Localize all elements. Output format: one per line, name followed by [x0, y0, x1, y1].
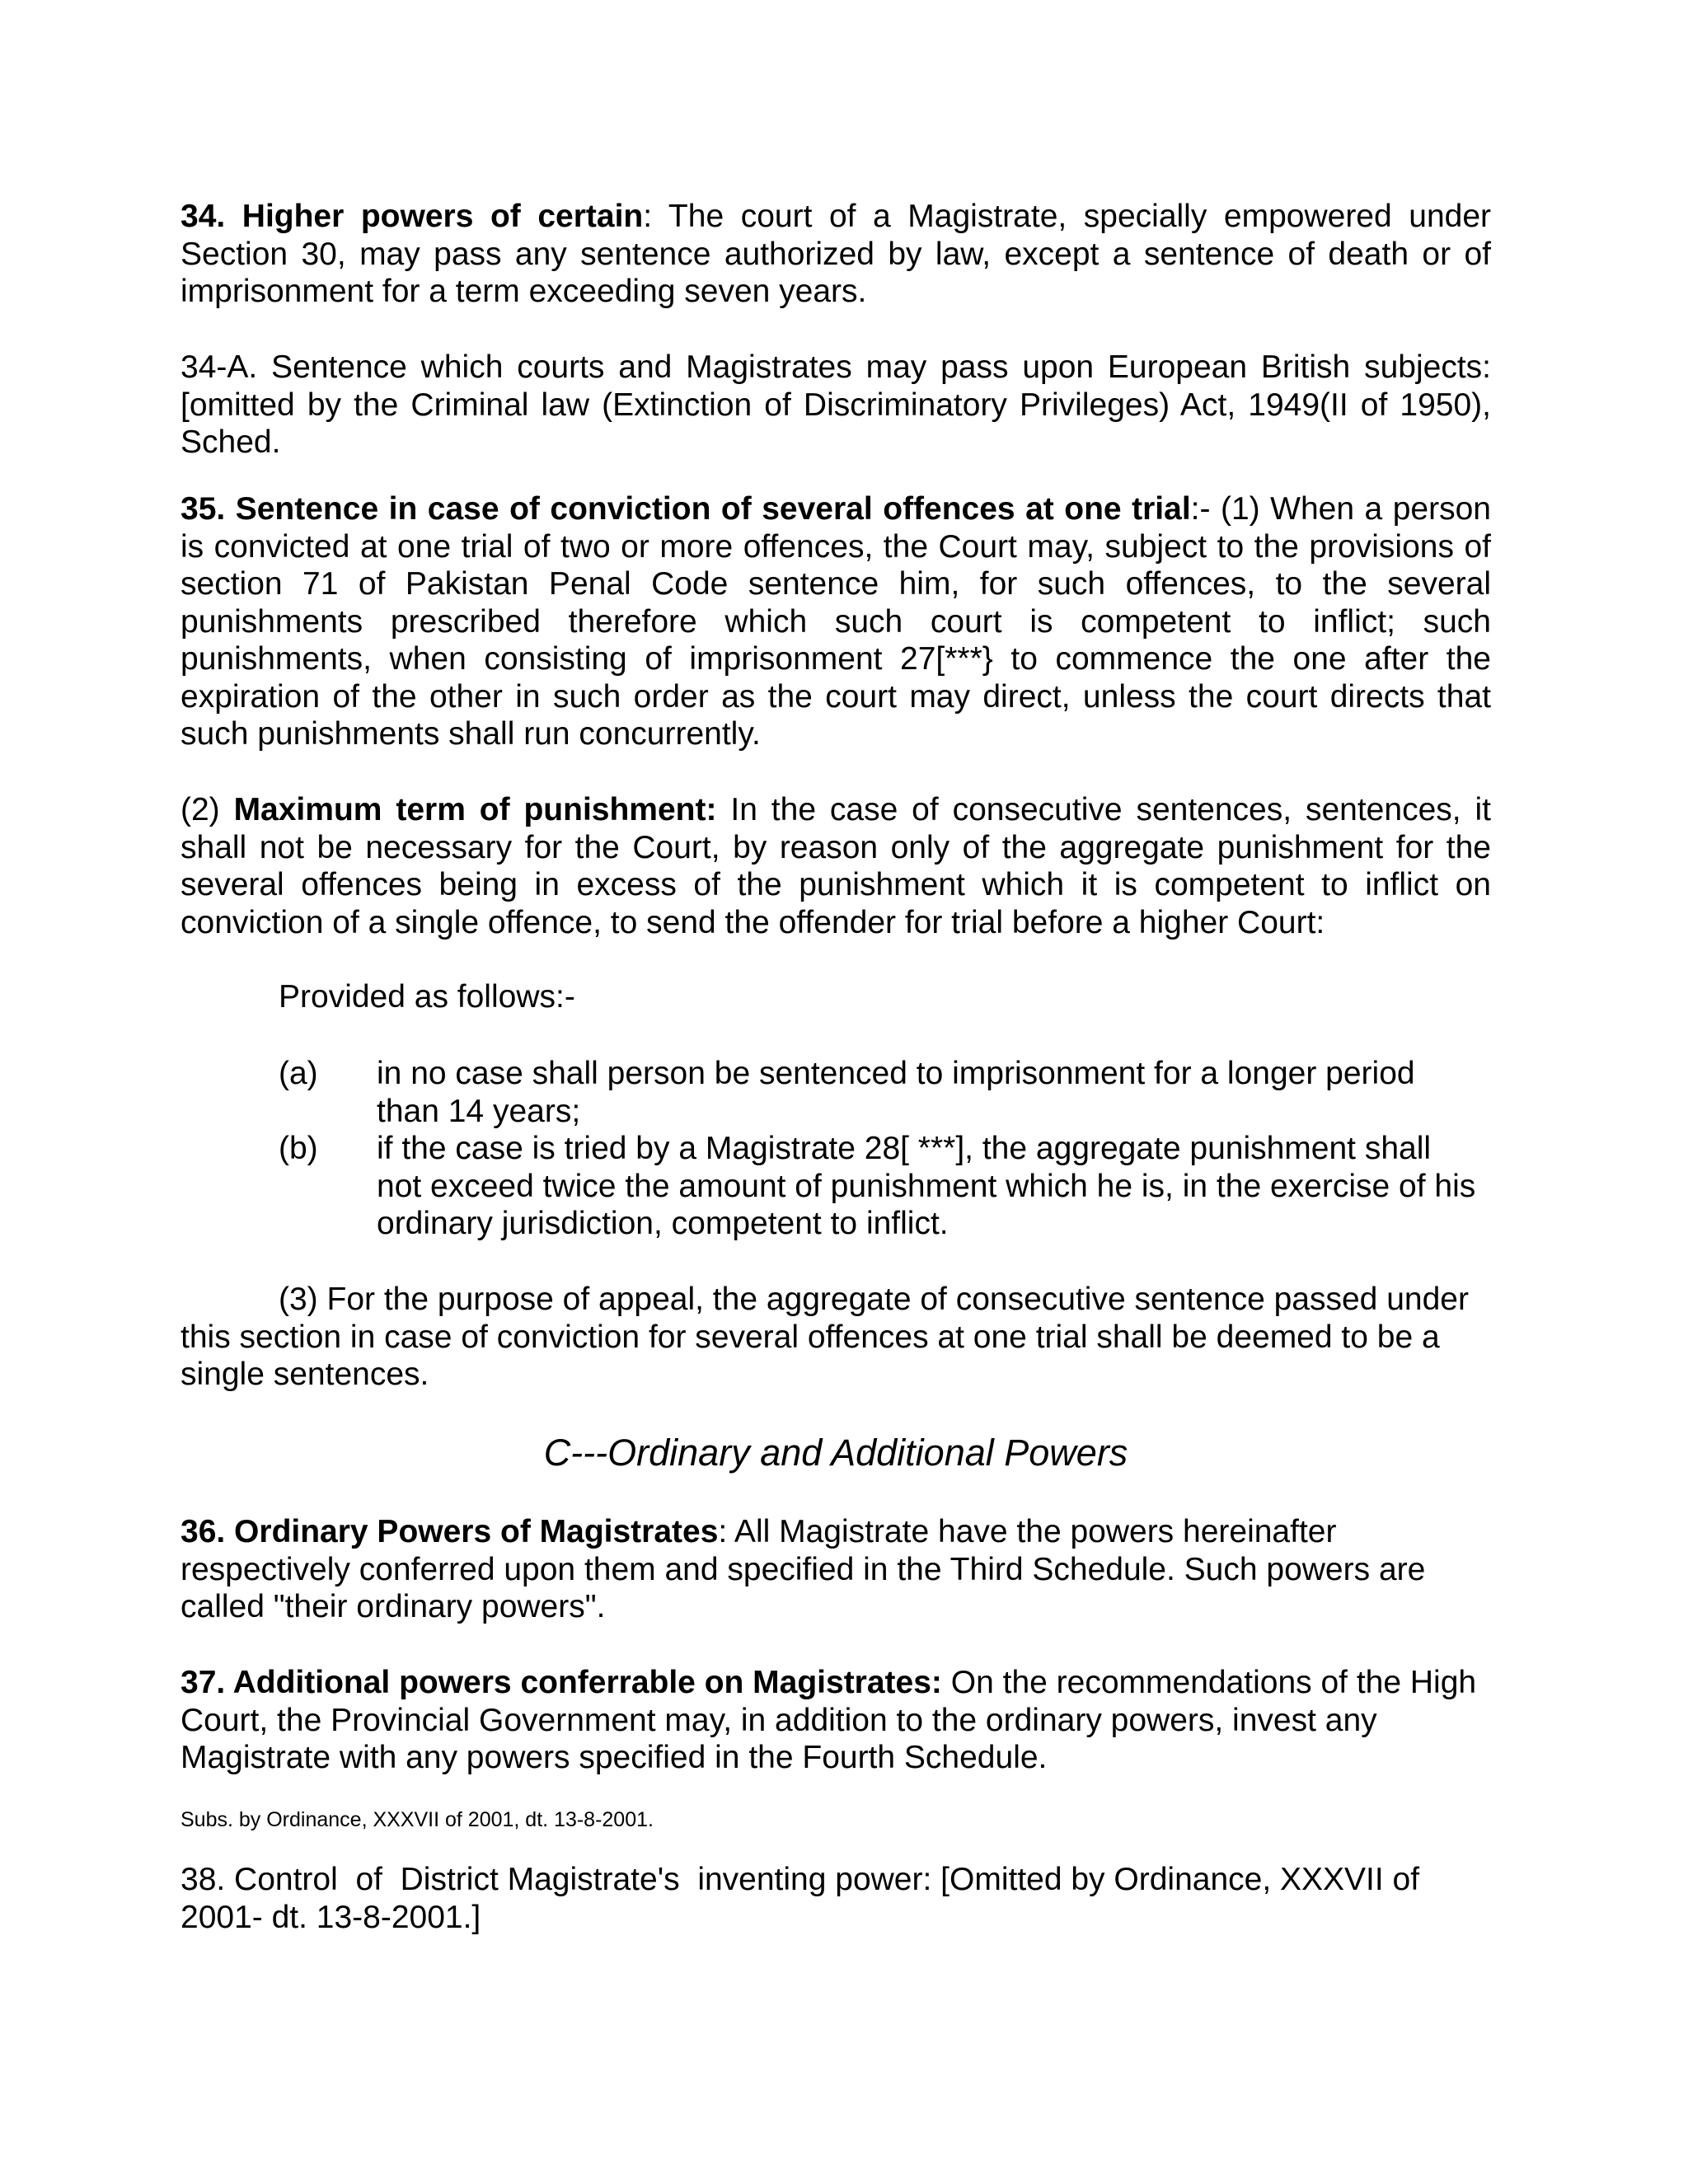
- footnote: Subs. by Ordinance, XXXVII of 2001, dt. 13-8-2001.: [181, 1808, 654, 1831]
- section-38: 38. Control of District Magistrate's inventing power: [Omitted by Ordinance, XXXVII of 2001- dt. 13-8-2001.]: [181, 1862, 1428, 1935]
- section-35-title: 35. Sentence in case of conviction of several offences at one trial: [181, 491, 1191, 527]
- section-35-2-title: Maximum term of punishment:: [233, 792, 717, 827]
- section-35-2: (2) Maximum term of punishment: In the case of consecutive sentences, sentences, it shall not be necessary for the Court, by reason only of the aggregate punishment for the several offences being in excess of the punishment which it is competent to inflict on conviction of a single offence, to send the offender for trial before a higher Court:: [181, 792, 1491, 940]
- section-heading: C---Ordinary and Additional Powers: [543, 1432, 1128, 1474]
- provided-text: Provided as follows:-: [279, 979, 575, 1015]
- section-37: 37. Additional powers conferrable on Magistrates: On the recommendations of the High Court, the Provincial Government may, in addition to the ordinary powers, invest any Magistrate with any powers specified in the Fourth Schedule.: [181, 1665, 1477, 1775]
- section-35-3: (3) For the purpose of appeal, the aggregate of consecutive sentence passed under this section in case of conviction for several offences at one trial shall be deemed to be a single sentences.: [181, 1282, 1469, 1392]
- section-36: 36. Ordinary Powers of Magistrates: All Magistrate have the powers hereinafter respectively conferred upon them and specified in the Third Schedule. Such powers are called "their ordinary powers".: [181, 1514, 1426, 1624]
- section-34a: 34-A. Sentence which courts and Magistrates may pass upon European British subjects: [omitted by the Criminal law (Extinction of Discriminatory Privileges) Act, 1949(II of 1950), Sched.: [181, 349, 1491, 460]
- section-35: 35. Sentence in case of conviction of several offences at one trial:- (1) When a person is convicted at one trial of two or more offences, the Court may, subject to the provisions of section 71 of Pakistan Penal Code sentence him, for such offences, to the several punishments prescribed therefore which such court is competent to inflict; such punishments, when consisting of imprisonment 27[***} to commence the one after the expiration of the other in such order as the court may direct, unless the court directs that such punishments shall run concurrently.: [181, 491, 1491, 752]
- section-34-title: 34. Higher powers of certain: [181, 199, 644, 234]
- section-36-title: 36. Ordinary Powers of Magistrates: [181, 1514, 719, 1549]
- section-37-title: 37. Additional powers conferrable on Magistrates:: [181, 1665, 942, 1700]
- section-34: 34. Higher powers of certain: The court of a Magistrate, specially empowered under Section 30, may pass any sentence authorized by law, except a sentence of death or of imprisonment for a term exceeding seven years.: [181, 199, 1491, 309]
